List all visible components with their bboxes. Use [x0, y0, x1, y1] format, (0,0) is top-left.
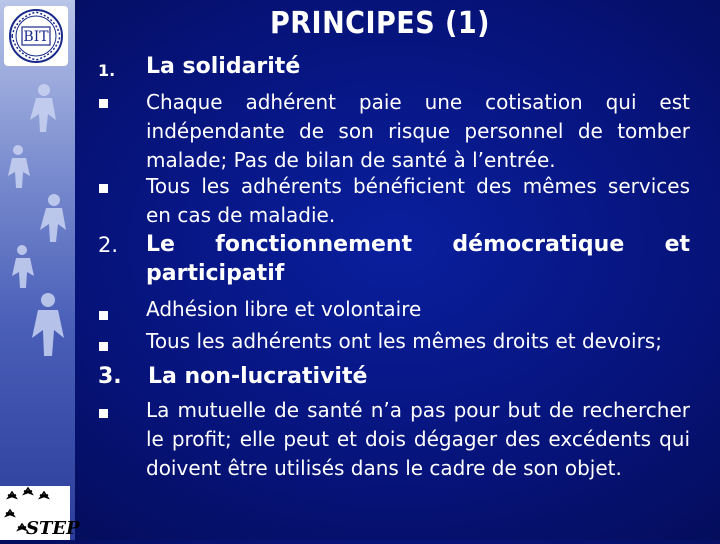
step-logo — [0, 486, 80, 540]
svg-text:STEP: STEP — [26, 518, 80, 539]
section-2-heading: Le fonctionnement démocratique et participatif — [146, 232, 690, 286]
people-figures-decoration — [6, 80, 72, 380]
section-1-bullet-2: Tous les adhérents bénéficient des mêmes services en cas de maladie. — [146, 174, 690, 227]
section-3-heading: La non-lucrativité — [148, 364, 368, 389]
bullet-square-icon — [99, 184, 108, 193]
section-1-number: 1. — [98, 61, 116, 80]
bit-logo — [4, 6, 68, 66]
section-2-bullet-1: Adhésion libre et volontaire — [146, 297, 422, 321]
slide-title: PRINCIPES (1) — [269, 6, 490, 41]
section-2-number: 2. — [98, 233, 119, 257]
bullet-square-icon — [99, 342, 108, 351]
section-1-heading: La solidarité — [146, 54, 301, 79]
bullet-square-icon — [99, 99, 108, 108]
section-2-bullet-2: Tous les adhérents ont les mêmes droits et devoirs; — [146, 329, 662, 353]
bit-seal-icon — [6, 8, 66, 64]
section-3-number: 3. — [98, 364, 122, 389]
bullet-square-icon — [99, 409, 108, 418]
sidebar-decoration — [0, 0, 80, 540]
bullet-square-icon — [99, 311, 108, 320]
svg-text:BIT: BIT — [23, 29, 49, 45]
section-1-bullet-1: Chaque adhérent paie une cotisation qui est indépendante de son risque personnel de tomber malade; Pas de bilan de santé à l’entrée. — [146, 90, 690, 172]
section-3-bullet-1: La mutuelle de santé n’a pas pour but de rechercher le profit; elle peut et dois dégager des excédents qui doivent être utilisés dans le cadre de son objet. — [146, 398, 690, 480]
